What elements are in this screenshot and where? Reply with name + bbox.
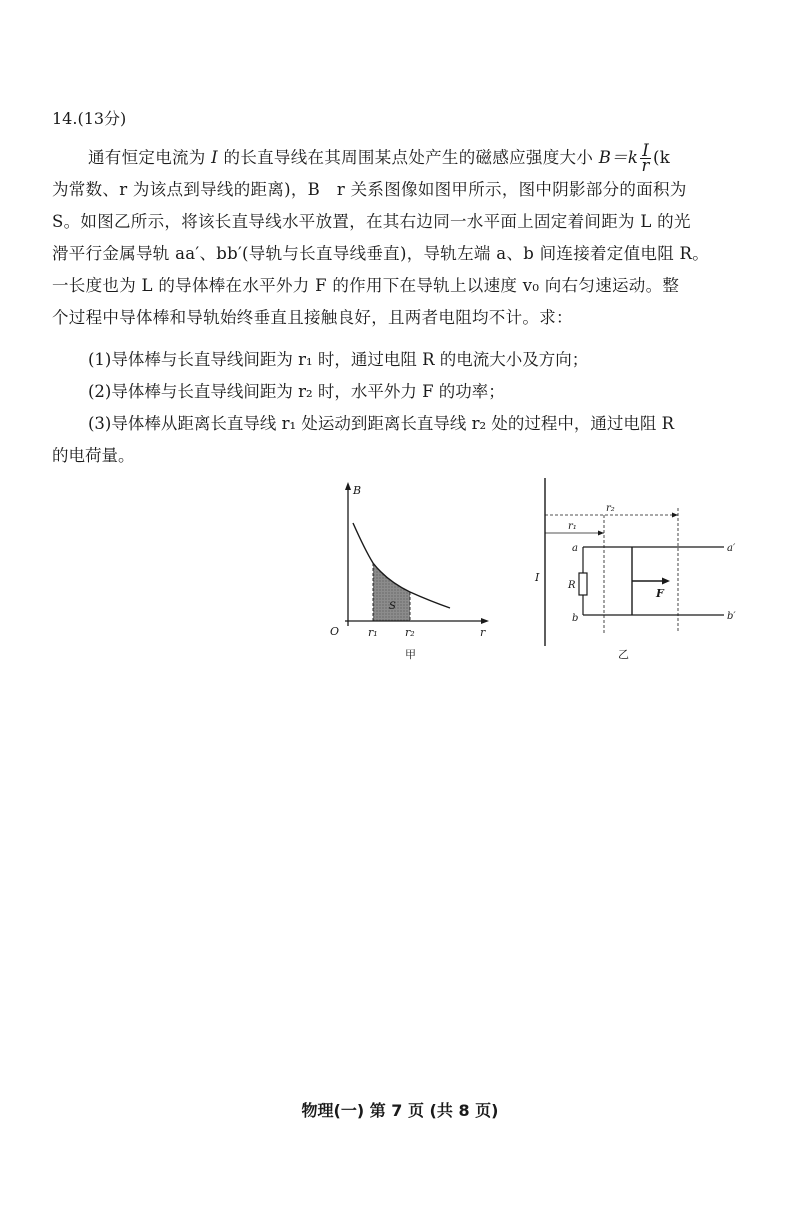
- current-I-label: I: [535, 571, 540, 584]
- origin-label: O: [330, 625, 340, 638]
- shaded-area-S: [373, 563, 410, 621]
- point-b-label: b: [572, 613, 579, 624]
- subquestion-1: (1)导体棒与长直导线间距为 r₁ 时，通过电阻 R 的电流大小及方向；: [88, 350, 589, 369]
- force-F-label: F: [656, 587, 664, 600]
- r2-arrow-icon: [672, 513, 678, 518]
- intro-line-1: [52, 142, 752, 174]
- resistor-R: [579, 573, 587, 595]
- x-axis-arrow-icon: [481, 618, 489, 624]
- intro-line-3: S。如图乙所示，将该长直导线水平放置，在其右边同一水平面上固定着间距为 L 的光: [52, 212, 691, 231]
- tick-r1-label: r₁: [368, 626, 378, 639]
- point-a-prime-label: a′: [727, 543, 736, 554]
- intro-line-5: 一长度也为 L 的导体棒在水平外力 F 的作用下在导轨上以速度 v₀ 向右匀速运动。整: [52, 276, 680, 295]
- intro-text-b: 的长直导线在其周围某点处产生的磁感应强度大小: [223, 148, 594, 167]
- figure-yi-circuit: [528, 478, 750, 663]
- y-axis-label: B: [353, 484, 362, 497]
- intro-text-c: (k: [653, 148, 671, 167]
- y-axis-arrow-icon: [345, 482, 351, 490]
- r1-arrow-icon: [598, 531, 604, 536]
- x-axis-label: r: [480, 626, 486, 639]
- intro-line-4: 滑平行金属导轨 aa′、bb′(导轨与长直导线垂直)，导轨左端 a、b 间连接着定值电阻 R。: [52, 244, 710, 263]
- question-number: 14.(13分): [52, 109, 127, 128]
- figure-yi-caption: 乙: [618, 648, 629, 661]
- var-I: I: [211, 148, 218, 167]
- fraction-denominator: r: [641, 156, 650, 175]
- intro-line-6: 个过程中导体棒和导轨始终垂直且接触良好，且两者电阻均不计。求：: [52, 308, 573, 327]
- r1-label: r₁: [568, 521, 577, 532]
- point-a-label: a: [572, 543, 578, 554]
- area-S-label: S: [389, 601, 396, 612]
- intro-text-a: 通有恒定电流为: [88, 148, 206, 167]
- force-arrow-icon: [662, 578, 670, 585]
- figure-jia-graph: [325, 478, 505, 663]
- intro-line-2: 为常数、r 为该点到导线的距离)，B r 关系图像如图甲所示，图中阴影部分的面积为: [52, 180, 687, 199]
- formula-lhs: B＝k: [598, 148, 639, 167]
- subquestion-2: (2)导体棒与长直导线间距为 r₂ 时，水平外力 F 的功率；: [88, 382, 505, 401]
- figure-jia-caption: 甲: [405, 648, 416, 661]
- subquestion-3: (3)导体棒从距离长直导线 r₁ 处运动到距离长直导线 r₂ 处的过程中，通过电阻 R: [88, 414, 675, 433]
- question-intro: [52, 142, 752, 334]
- r2-label: r₂: [606, 503, 615, 514]
- formula-fraction: [640, 141, 651, 175]
- page-footer: 物理(一) 第 7 页 (共 8 页): [301, 1101, 499, 1120]
- resistor-label: R: [568, 580, 576, 591]
- tick-r2-label: r₂: [405, 626, 415, 639]
- subquestion-3-continued: 的电荷量。: [52, 446, 135, 465]
- point-b-prime-label: b′: [727, 611, 736, 622]
- fraction-numerator: I: [642, 141, 650, 160]
